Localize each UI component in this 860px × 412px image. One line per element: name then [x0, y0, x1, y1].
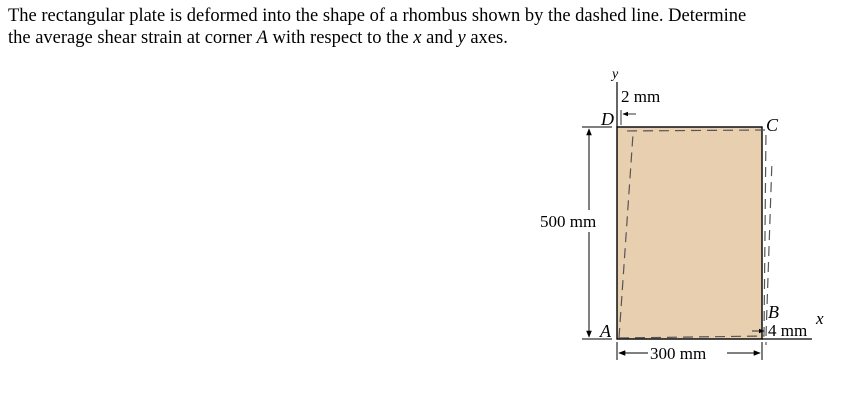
y-axis-label: y [612, 67, 619, 82]
corner-label-d: D [601, 109, 614, 129]
x-axis-label: x [816, 309, 824, 328]
top-offset-label: 2 mm [621, 87, 661, 106]
height-dimension-label: 500 mm [540, 212, 597, 231]
corner-label-c: C [766, 115, 779, 135]
width-dimension-label: 300 mm [650, 344, 707, 363]
problem-line-2-end: axes. [465, 28, 508, 48]
problem-line-2-and: and [421, 28, 458, 48]
plate-rectangle [617, 127, 762, 339]
x-axis-variable: x [413, 28, 422, 48]
corner-variable: A [256, 28, 268, 48]
corner-label-a: A [600, 321, 611, 341]
y-axis-variable: y [457, 28, 466, 48]
problem-line-2-mid: with respect to the [267, 28, 414, 48]
corner-label-b: B [768, 302, 779, 322]
problem-line-2-start: the average shear strain at corner [8, 28, 257, 48]
problem-line-1: The rectangular plate is deformed into the shape of a rhombus shown by the dashed line. Determine [8, 6, 747, 26]
bottom-offset-label: 4 mm [768, 321, 808, 340]
